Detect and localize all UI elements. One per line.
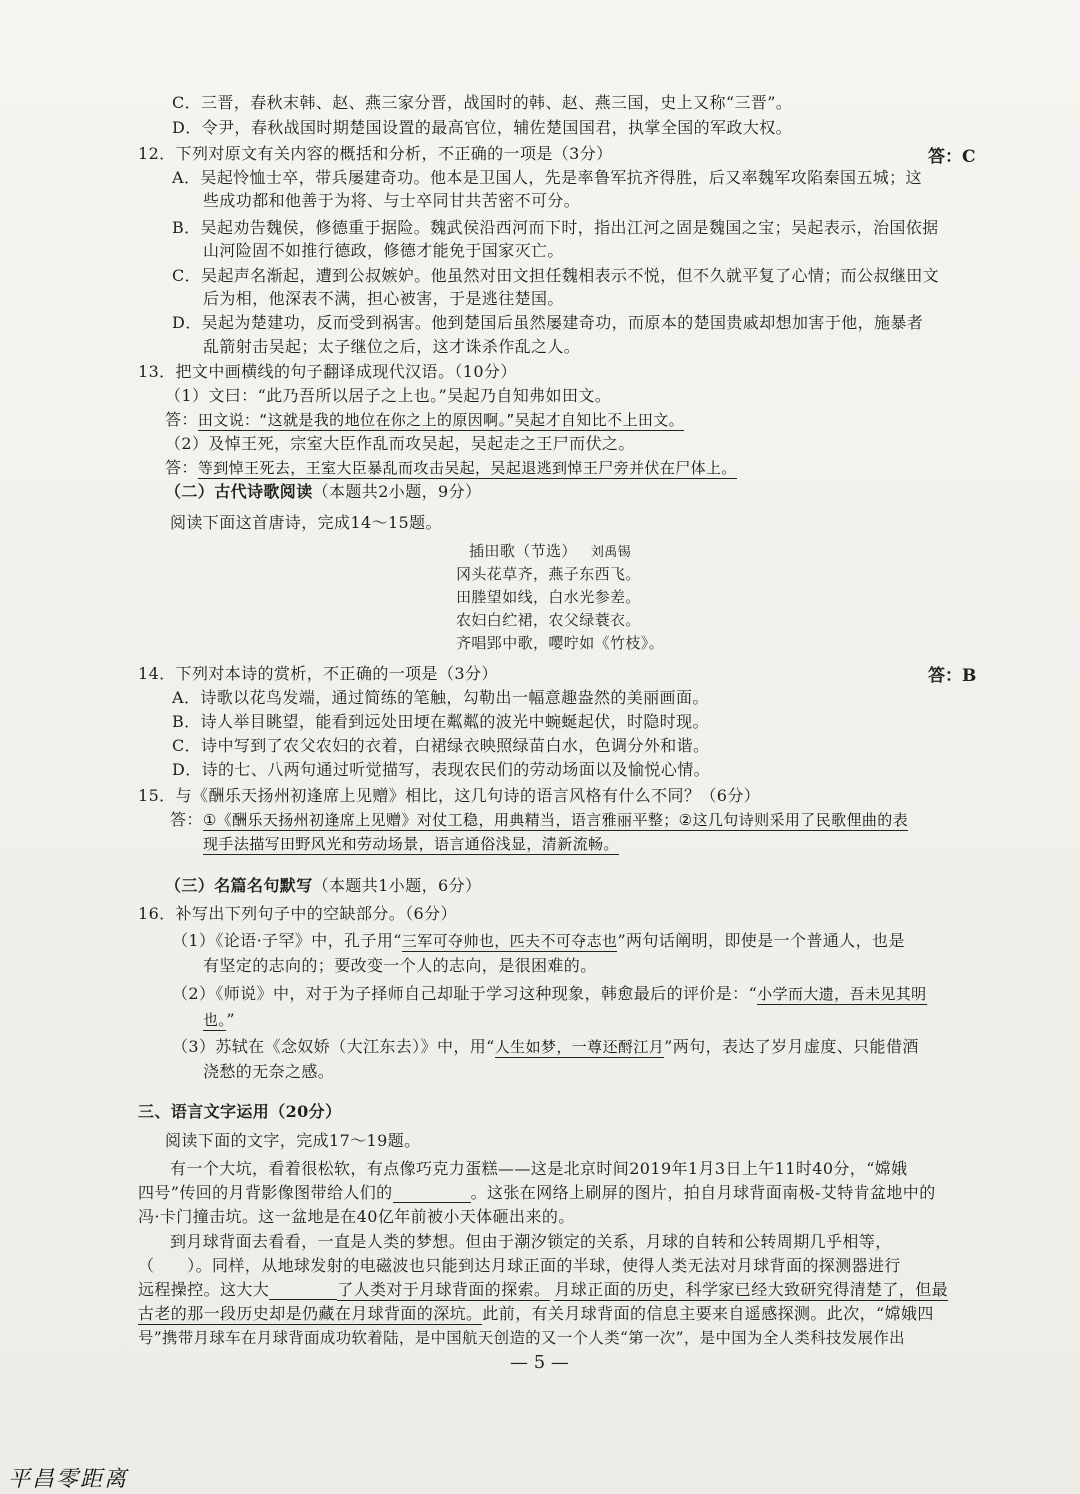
question-12-stem: 12．下列对原文有关内容的概括和分析，不正确的一项是（3分） xyxy=(138,144,613,163)
option-c-dynasties: C．三晋，春秋末韩、赵、燕三家分晋，战国时的韩、赵、燕三国，史上又称“三晋”。 xyxy=(172,93,793,112)
question-14-stem: 14．下列对本诗的赏析，不正确的一项是（3分） xyxy=(138,664,498,683)
section-3-title: （三）名篇名句默写 xyxy=(165,876,313,895)
q12-option-c-line2: 后为相，他深表不满，担心被害，于是逃往楚国。 xyxy=(203,289,564,308)
q16-part-3-line2: 浇愁的无奈之感。 xyxy=(203,1062,335,1081)
q13-sentence-1: （1）文曰：“此乃吾所以居子之上也。”吴起乃自知弗如田文。 xyxy=(165,386,612,405)
q14-option-c: C．诗中写到了农父农妇的衣着，白裙绿衣映照绿苗白水，色调分外和谐。 xyxy=(172,736,710,755)
section-2-note: （本题共2小题，9分） xyxy=(312,482,482,501)
option-d-lingyin: D．令尹，春秋战国时期楚国设置的最高官位，辅佐楚国国君，执掌全国的军政大权。 xyxy=(172,118,793,137)
q16-part-1-line1 xyxy=(172,931,905,951)
passage-p2-underlined-continued: 古老的那一段历史却是仍藏在月球背面的深坑。 xyxy=(138,1304,483,1323)
q12-option-a-line2: 些成功都和他善于为将、与士卒同甘共苦密不可分。 xyxy=(203,191,581,210)
answer-label: 答： xyxy=(170,810,203,829)
q14-option-b: B．诗人举目眺望，能看到远处田埂在粼粼的波光中蜿蜒起伏，时隐时现。 xyxy=(172,712,709,731)
answer-label: 答： xyxy=(165,458,198,477)
q16-part-1-handwritten: 三军可夺帅也，匹夫不可夺志也 xyxy=(401,932,618,950)
watermark-logo: 平昌零距离 xyxy=(8,1467,129,1492)
q16-part-2-text-b: ” xyxy=(226,1010,235,1029)
section-2-title: （二）古代诗歌阅读 xyxy=(165,482,313,501)
section-2-intro: 阅读下面这首唐诗，完成14～15题。 xyxy=(170,513,442,532)
q12-option-a-line1: A．吴起怜恤士卒，带兵屡建奇功。他本是卫国人，先是率鲁军抗齐得胜，后又率魏军攻陷秦国五城；这 xyxy=(172,168,922,187)
passage-p2-text-c: 此前，有关月球背面的信息主要来自遥感探测。此次，“嫦娥四 xyxy=(482,1304,934,1323)
q15-answer-handwritten-2: 现手法描写田野风光和劳动场景，语言通俗浅显，清新流畅。 xyxy=(203,835,619,853)
q13-answer-1-handwritten: 田文说：“这就是我的地位在你之上的原因啊。”吴起才自知比不上田文。 xyxy=(197,411,685,429)
q13-answer-1 xyxy=(165,410,684,430)
question-16-stem: 16．补写出下列句子中的空缺部分。（6分） xyxy=(138,904,457,923)
q14-option-d: D．诗的七、八两句通过听觉描写，表现农民们的劳动场面以及愉悦心情。 xyxy=(172,760,711,779)
section-2-heading xyxy=(165,482,481,502)
question-12-answer: 答：C xyxy=(928,147,976,167)
q15-answer-line1 xyxy=(170,810,908,830)
q12-option-d-line2: 乱箭射击吴起；太子继位之后，这才诛杀作乱之人。 xyxy=(203,337,581,356)
passage-p2-text-a: 远程操控。这大大 xyxy=(138,1280,270,1299)
q16-part-2-line1 xyxy=(172,984,927,1004)
poem-line-3: 农妇白纻裙，农父绿蓑衣。 xyxy=(456,611,641,629)
part-3-heading: 三、语言文字运用（20分） xyxy=(138,1102,342,1121)
q16-part-3-line1 xyxy=(172,1037,919,1057)
passage-p2-text-b: 了人类对于月球背面的探索。 xyxy=(337,1280,551,1299)
poem-line-2: 田塍望如线，白水光参差。 xyxy=(456,588,641,606)
q13-sentence-2: （2）及悼王死，宗室大臣作乱而攻吴起，吴起走之王尸而伏之。 xyxy=(165,434,635,453)
page-number: — 5 — xyxy=(510,1352,569,1373)
question-13-stem: 13．把文中画横线的句子翻译成现代汉语。（10分） xyxy=(138,362,517,381)
q14-option-a: A．诗歌以花鸟发端，通过简练的笔触，勾勒出一幅意趣盎然的美丽画面。 xyxy=(172,688,709,707)
q16-part-2-text-a: （2）《师说》中，对于为子择师自己却耻于学习这种现象，韩愈最后的评价是：“ xyxy=(172,984,758,1003)
q16-part-3-text-b: ”两句，表达了岁月虚度、只能借酒 xyxy=(664,1037,919,1056)
q16-part-3-text-a: （3）苏轼在《念奴娇（大江东去）》中，用“ xyxy=(172,1037,495,1056)
q15-answer-line2 xyxy=(203,834,619,854)
passage-p2-line1: 到月球背面去看看，一直是人类的梦想。但由于潮汐锁定的关系，月球的自转和公转周期几乎相等， xyxy=(170,1232,892,1251)
passage-p2-underlined-sentence: 月球正面的历史，科学家已经大致研究得清楚了，但最 xyxy=(554,1280,949,1299)
passage-p1-line1: 有一个大坑，看着很松软，有点像巧克力蛋糕——这是北京时间2019年1月3日上午11时40分，“嫦娥 xyxy=(170,1159,908,1178)
part-3-intro: 阅读下面的文字，完成17～19题。 xyxy=(165,1131,421,1150)
q13-answer-2-handwritten: 等到悼王死去，王室大臣暴乱而攻击吴起，吴起退逃到悼王尸旁并伏在尸体上。 xyxy=(197,459,737,477)
passage-p2-line2: （ ）。同样，从地球发射的电磁波也只能到达月球正面的半球，使得人类无法对月球背面的探测器进行 xyxy=(138,1256,901,1275)
passage-p2-line4 xyxy=(138,1304,934,1324)
poem-title xyxy=(469,541,631,563)
question-14-answer: 答：B xyxy=(928,666,977,686)
section-3-heading xyxy=(165,876,481,896)
q12-option-b-line1: B．吴起劝告魏侯，修德重于据险。魏武侯沿西河而下时，指出江河之固是魏国之宝；吴起表示，治国依据 xyxy=(172,218,939,237)
q15-answer-handwritten-1: ①《酬乐天扬州初逢席上见赠》对仗工稳，用典精当，语言雅丽平整；②这几句诗则采用了民歌俚曲的表 xyxy=(202,811,909,829)
section-3-note: （本题共1小题，6分） xyxy=(312,876,482,895)
poem-line-1: 冈头花草齐，燕子东西飞。 xyxy=(456,565,641,583)
fill-blank-1[interactable] xyxy=(393,1202,471,1203)
q16-part-2-handwritten-2: 也。 xyxy=(203,1011,227,1029)
q16-part-3-handwritten: 人生如梦，一尊还酹江月 xyxy=(494,1038,665,1056)
q16-part-2-line2 xyxy=(203,1010,235,1030)
poem-title-text: 插田歌（节选） xyxy=(469,542,577,560)
poem-line-4: 齐唱郢中歌，嘤咛如《竹枝》。 xyxy=(456,634,665,652)
passage-p1-text-b: 。这张在网络上刷屏的图片，拍自月球背面南极-艾特肯盆地中的 xyxy=(470,1183,936,1202)
passage-p2-line5: 号”携带月球车在月球背面成功软着陆，是中国航天创造的又一个人类“第一次”，是中国为全人类科技发展作出 xyxy=(138,1329,905,1347)
poem-author: 刘禹锡 xyxy=(590,545,632,560)
passage-p1-line2 xyxy=(138,1183,936,1203)
q16-part-1-text-b: ”两句话阐明，即使是一个普通人，也是 xyxy=(617,931,905,950)
q16-part-2-handwritten-1: 小学而大遗，吾未见其明 xyxy=(757,985,927,1003)
passage-p2-line3 xyxy=(138,1280,948,1300)
answer-label: 答： xyxy=(165,410,198,429)
question-15-stem: 15．与《酬乐天扬州初逢席上见赠》相比，这几句诗的语言风格有什么不同？（6分） xyxy=(138,786,761,805)
q12-option-d-line1: D．吴起为楚建功，反而受到祸害。他到楚国后虽然屡建奇功，而原本的楚国贵戚却想加害于他，施暴者 xyxy=(172,313,924,332)
passage-p1-line3: 冯·卡门撞击坑。这一盆地是在40亿年前被小天体砸出来的。 xyxy=(138,1207,575,1226)
q16-part-1-text-a: （1）《论语·子罕》中，孔子用“ xyxy=(172,931,402,950)
q16-part-1-line2: 有坚定的志向的；要改变一个人的志向，是很困难的。 xyxy=(203,956,597,975)
q12-option-c-line1: C．吴起声名渐起，遭到公叔嫉妒。他虽然对田文担任魏相表示不悦，但不久就平复了心情；而公叔继田文 xyxy=(172,266,940,285)
q12-option-b-line2: 山河险固不如推行德政，修德才能免于国家灭亡。 xyxy=(203,241,564,260)
fill-blank-2[interactable] xyxy=(269,1299,337,1300)
q13-answer-2 xyxy=(165,458,737,478)
passage-p1-text-a: 四号”传回的月背影像图带给人们的 xyxy=(138,1183,393,1202)
